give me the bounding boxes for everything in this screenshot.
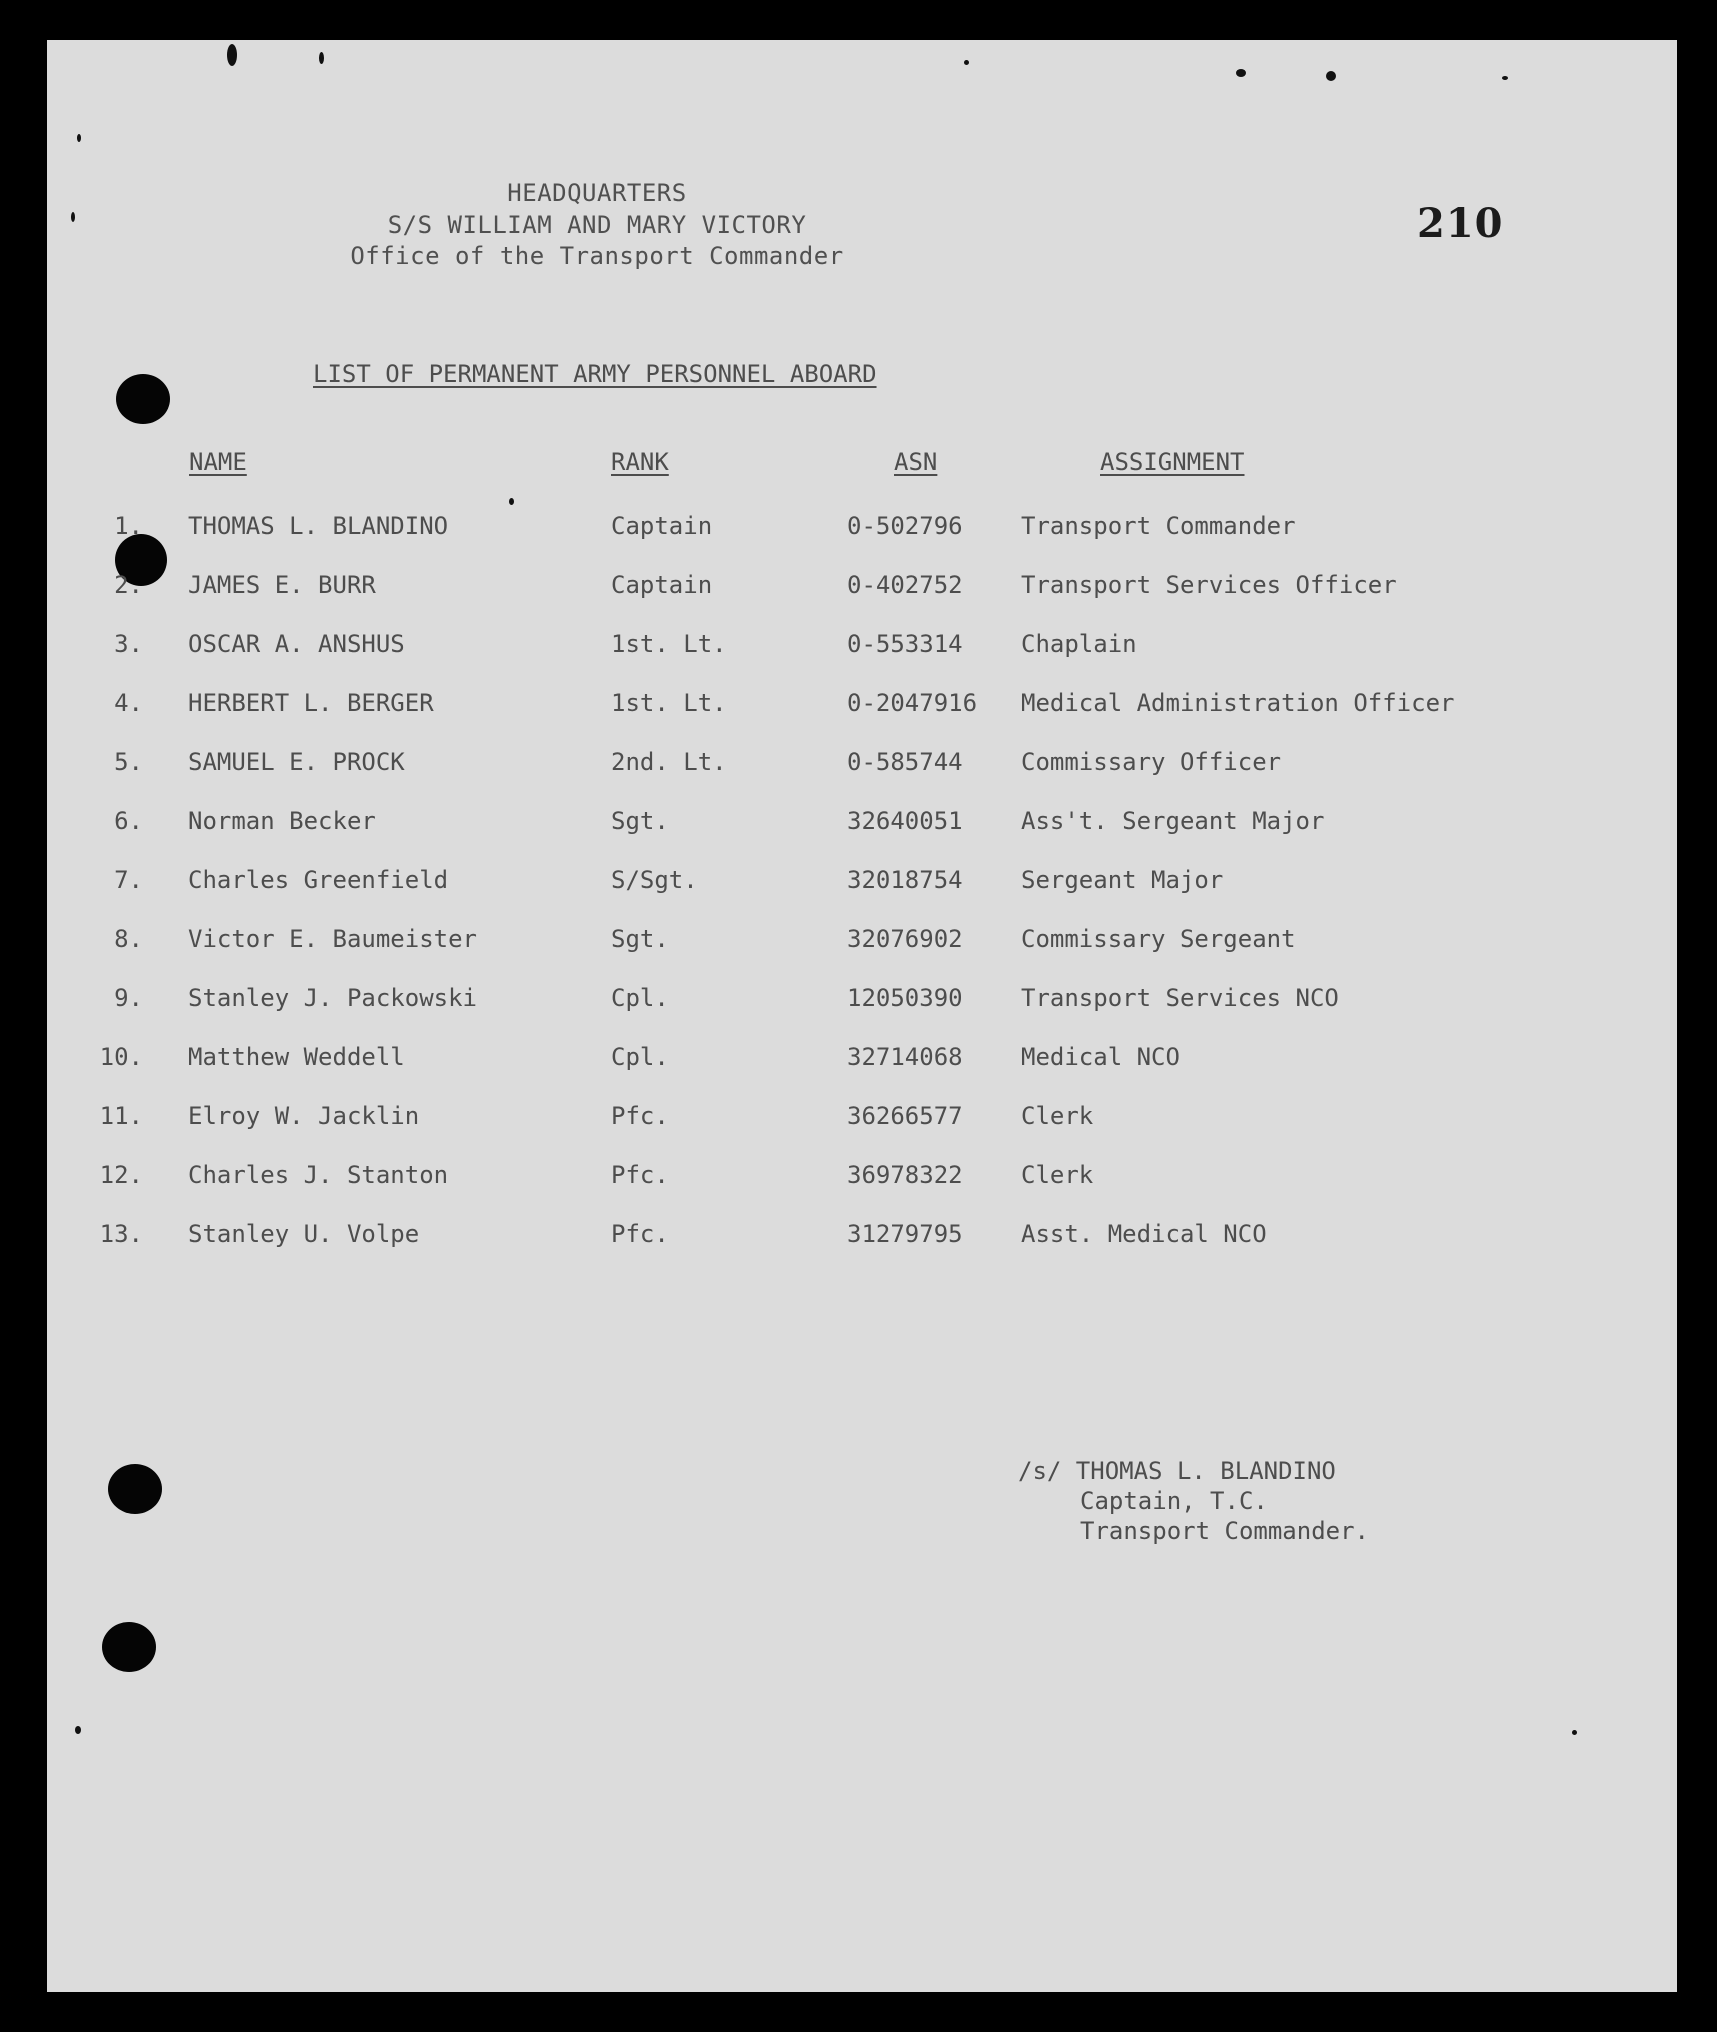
row-assignment: Ass't. Sergeant Major xyxy=(1021,807,1325,835)
row-assignment: Medical Administration Officer xyxy=(1021,689,1455,717)
row-name: Charles J. Stanton xyxy=(188,1161,449,1189)
row-name: Charles Greenfield xyxy=(188,866,449,894)
signature-rank: Captain, T.C. xyxy=(1080,1487,1268,1515)
row-rank: Pfc. xyxy=(611,1102,669,1130)
row-name: OSCAR A. ANSHUS xyxy=(188,630,405,658)
table-row xyxy=(47,506,1677,546)
row-asn: 12050390 xyxy=(847,984,963,1012)
row-number: 2. xyxy=(114,571,143,599)
table-row xyxy=(47,978,1677,1018)
row-assignment: Transport Services Officer xyxy=(1021,571,1397,599)
row-asn: 0-2047916 xyxy=(847,689,978,717)
punch-hole xyxy=(108,1464,162,1514)
row-number: 8. xyxy=(114,925,143,953)
scan-speck xyxy=(1502,76,1508,80)
row-assignment: Clerk xyxy=(1021,1161,1094,1189)
row-rank: Cpl. xyxy=(611,984,669,1012)
table-row xyxy=(47,860,1677,900)
row-assignment: Clerk xyxy=(1021,1102,1094,1130)
row-number: 13. xyxy=(99,1220,143,1248)
row-name: Elroy W. Jacklin xyxy=(188,1102,420,1130)
row-asn: 32640051 xyxy=(847,807,963,835)
row-name: HERBERT L. BERGER xyxy=(188,689,434,717)
signature-block xyxy=(1018,1456,1369,1546)
column-header-asn: ASN xyxy=(894,448,938,476)
row-number: 3. xyxy=(114,630,143,658)
row-rank: Pfc. xyxy=(611,1161,669,1189)
row-asn: 31279795 xyxy=(847,1220,963,1248)
row-name: THOMAS L. BLANDINO xyxy=(188,512,449,540)
scan-speck xyxy=(75,1726,81,1734)
row-rank: Captain xyxy=(611,571,713,599)
row-name: Norman Becker xyxy=(188,807,376,835)
signature-title: Transport Commander. xyxy=(1080,1517,1369,1545)
row-number: 9. xyxy=(114,984,143,1012)
row-rank: Sgt. xyxy=(611,925,669,953)
row-assignment: Sergeant Major xyxy=(1021,866,1224,894)
column-header-rank: RANK xyxy=(611,448,669,476)
row-rank: 2nd. Lt. xyxy=(611,748,727,776)
table-row xyxy=(47,1037,1677,1077)
row-assignment: Asst. Medical NCO xyxy=(1021,1220,1267,1248)
scan-speck xyxy=(964,60,969,65)
header-ship-name: S/S WILLIAM AND MARY VICTORY xyxy=(387,211,807,239)
row-number: 4. xyxy=(114,689,143,717)
row-number: 7. xyxy=(114,866,143,894)
scan-speck xyxy=(319,52,324,64)
row-name: JAMES E. BURR xyxy=(188,571,376,599)
row-asn: 36978322 xyxy=(847,1161,963,1189)
row-number: 5. xyxy=(114,748,143,776)
row-asn: 36266577 xyxy=(847,1102,963,1130)
table-row xyxy=(47,1155,1677,1195)
row-asn: 32714068 xyxy=(847,1043,963,1071)
row-assignment: Transport Services NCO xyxy=(1021,984,1339,1012)
punch-hole xyxy=(102,1622,156,1672)
signature-name: /s/ THOMAS L. BLANDINO xyxy=(1018,1457,1336,1485)
row-number: 10. xyxy=(99,1043,143,1071)
row-name: Victor E. Baumeister xyxy=(188,925,477,953)
row-rank: S/Sgt. xyxy=(611,866,698,894)
row-number: 11. xyxy=(99,1102,143,1130)
table-row xyxy=(47,919,1677,959)
row-assignment: Commissary Sergeant xyxy=(1021,925,1296,953)
row-assignment: Commissary Officer xyxy=(1021,748,1282,776)
scan-speck xyxy=(509,498,514,505)
table-row xyxy=(47,565,1677,605)
row-name: Stanley U. Volpe xyxy=(188,1220,420,1248)
row-number: 12. xyxy=(99,1161,143,1189)
row-rank: Cpl. xyxy=(611,1043,669,1071)
column-header-assignment: ASSIGNMENT xyxy=(1100,448,1245,476)
row-rank: Sgt. xyxy=(611,807,669,835)
scan-speck xyxy=(1236,69,1246,77)
document-page xyxy=(47,40,1677,1992)
row-assignment: Chaplain xyxy=(1021,630,1137,658)
row-name: Matthew Weddell xyxy=(188,1043,405,1071)
row-number: 1. xyxy=(114,512,143,540)
row-asn: 0-553314 xyxy=(847,630,963,658)
scan-speck xyxy=(1326,71,1336,81)
row-rank: 1st. Lt. xyxy=(611,689,727,717)
table-row xyxy=(47,1214,1677,1254)
row-asn: 0-585744 xyxy=(847,748,963,776)
column-header-name: NAME xyxy=(189,448,247,476)
row-asn: 0-502796 xyxy=(847,512,963,540)
row-number: 6. xyxy=(114,807,143,835)
row-name: SAMUEL E. PROCK xyxy=(188,748,405,776)
table-row xyxy=(47,801,1677,841)
row-asn: 0-402752 xyxy=(847,571,963,599)
row-assignment: Transport Commander xyxy=(1021,512,1296,540)
table-row xyxy=(47,683,1677,723)
row-rank: Captain xyxy=(611,512,713,540)
row-asn: 32018754 xyxy=(847,866,963,894)
punch-hole xyxy=(116,374,170,424)
scan-speck xyxy=(1572,1730,1577,1735)
header-headquarters: HEADQUARTERS xyxy=(507,179,687,207)
row-name: Stanley J. Packowski xyxy=(188,984,477,1012)
list-title: LIST OF PERMANENT ARMY PERSONNEL ABOARD xyxy=(313,360,877,388)
row-rank: Pfc. xyxy=(611,1220,669,1248)
header-office: Office of the Transport Commander xyxy=(350,242,844,270)
table-row xyxy=(47,1096,1677,1136)
page-number: 210 xyxy=(1417,200,1504,247)
row-asn: 32076902 xyxy=(847,925,963,953)
row-assignment: Medical NCO xyxy=(1021,1043,1180,1071)
scan-speck xyxy=(77,134,81,142)
table-row xyxy=(47,624,1677,664)
scan-speck xyxy=(227,44,237,66)
table-row xyxy=(47,742,1677,782)
row-rank: 1st. Lt. xyxy=(611,630,727,658)
